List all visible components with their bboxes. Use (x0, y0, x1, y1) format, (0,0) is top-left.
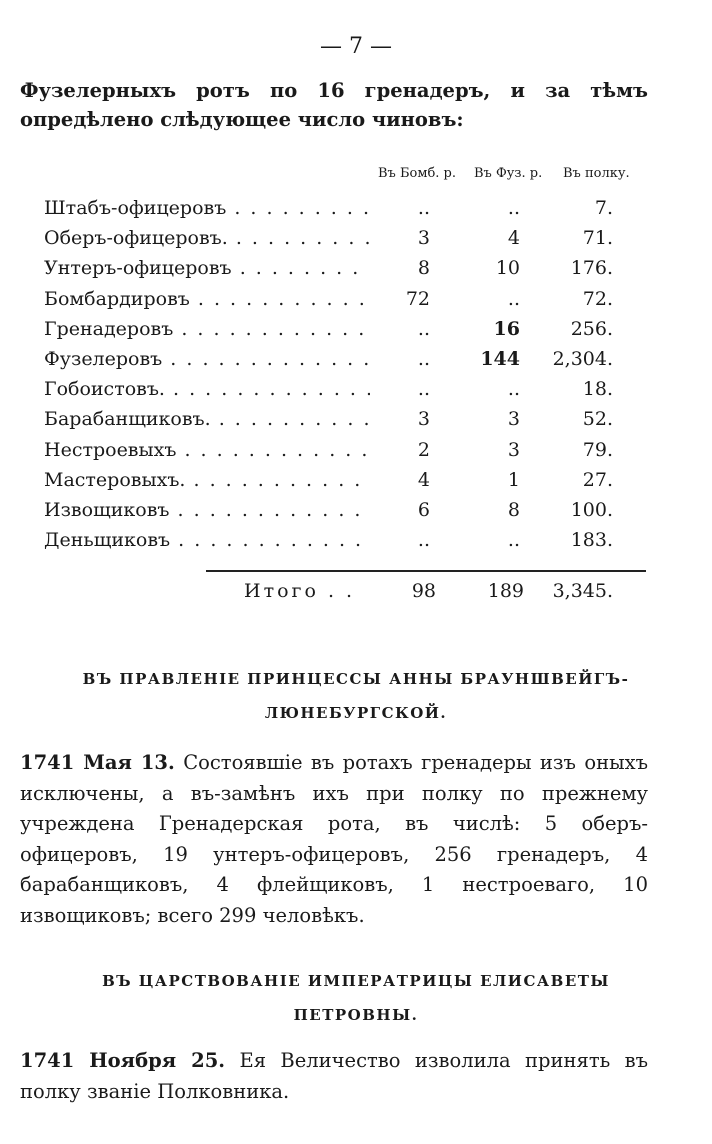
entry-1741-may-13 (20, 748, 648, 931)
row-bombardier-value: 2 (417, 438, 430, 461)
table-row (0, 378, 712, 408)
heading-line: ВЪ ПРАВЛЕНІЕ ПРИНЦЕССЫ АННЫ БРАУНШВЕЙГЪ- (82, 670, 630, 688)
row-label: Деньщиковъ . . . (44, 529, 370, 551)
row-label: Барабанщиковъ. . . . (44, 408, 370, 430)
table-row (0, 288, 712, 318)
row-regiment-value: 100. (570, 498, 613, 521)
row-label: Извощиковъ . . . (44, 499, 370, 521)
row-regiment-value: 79. (582, 438, 613, 461)
row-bombardier-value: 6 (417, 498, 430, 521)
heading-line: ВЪ ЦАРСТВОВАНІЕ ИМПЕРАТРИЦЫ ЕЛИСАВЕТЫ (102, 972, 610, 990)
table-row (0, 499, 712, 529)
entry-date: 1741 Мая 13. (20, 751, 175, 774)
total-label: Итого . . (244, 580, 356, 602)
entry-date: 1741 Ноября 25. (20, 1049, 226, 1072)
row-regiment-value: 7. (594, 197, 613, 219)
row-label: Мастеровыхъ. . . . (44, 469, 370, 491)
table-row (0, 227, 712, 257)
section-heading-elizabeth (0, 964, 712, 1032)
row-fusilier-value: 1 (507, 468, 520, 491)
table-row (0, 469, 712, 499)
row-bombardier-value: 4 (417, 468, 430, 491)
row-label: Оберъ-офицеровъ. . . . (44, 227, 370, 249)
total-fusilier-value: 189 (487, 580, 524, 602)
row-fusilier-value: .. (507, 378, 520, 401)
row-bombardier-value: 3 (417, 227, 430, 250)
row-fusilier-value: 10 (495, 257, 520, 280)
row-regiment-value: 72. (582, 287, 613, 310)
row-label: Бомбардировъ . . . (44, 288, 370, 310)
total-row (0, 580, 712, 610)
row-regiment-value: 27. (582, 468, 613, 491)
header-bombardier-companies: Въ Бомб. р. (378, 166, 456, 181)
row-regiment-value: 18. (582, 378, 613, 401)
intro-paragraph: Фузелерныхъ ротъ по 16 гренадеръ, и за тѣмъ опредѣлено слѣдующее число чиновъ: (20, 79, 648, 131)
row-regiment-value: 183. (570, 529, 613, 552)
table-row (0, 197, 712, 227)
row-regiment-value: 2,304. (552, 347, 613, 370)
row-regiment-value: 176. (570, 257, 613, 280)
row-fusilier-value: 8 (507, 498, 520, 521)
row-label: Унтеръ-офицеровъ . . . (44, 257, 370, 279)
header-fusilier-companies: Въ Фуз. р. (474, 166, 543, 181)
section-heading-anna (0, 662, 712, 730)
total-divider (206, 570, 646, 572)
entry-1741-november-25 (20, 1046, 648, 1107)
row-fusilier-value: .. (507, 529, 520, 552)
total-regiment-value: 3,345. (552, 580, 613, 602)
row-bombardier-value: .. (417, 378, 430, 401)
row-label: Гренадеровъ . . . (44, 318, 370, 340)
table-row (0, 348, 712, 378)
row-bombardier-value: .. (417, 347, 430, 370)
row-bombardier-value: 72 (405, 287, 430, 310)
row-label: Нестроевыхъ . . . (44, 439, 370, 461)
heading-line: ПЕТРОВНЫ. (293, 1006, 419, 1024)
row-fusilier-value: 3 (507, 408, 520, 431)
table-row (0, 257, 712, 287)
entry-text: Ея Величество изволила принять въ полку званіе Полковника. (20, 1049, 649, 1103)
table-row (0, 408, 712, 438)
row-regiment-value: 256. (570, 317, 613, 340)
row-label: Штабъ-офицеровъ . . . (44, 197, 370, 219)
total-bombardier-value: 98 (411, 580, 436, 602)
table-column-headers (0, 166, 712, 186)
row-fusilier-value: .. (507, 287, 520, 310)
row-fusilier-value: .. (507, 197, 520, 219)
header-in-regiment: Въ полку. (563, 166, 630, 181)
row-label: Фузелеровъ . . . (44, 348, 370, 370)
row-regiment-value: 71. (582, 227, 613, 250)
row-bombardier-value: 8 (417, 257, 430, 280)
ranks-table (0, 197, 712, 559)
row-bombardier-value: .. (417, 529, 430, 552)
row-fusilier-value: 16 (493, 317, 520, 340)
row-bombardier-value: 3 (417, 408, 430, 431)
page-number: — 7 — (320, 34, 392, 59)
row-regiment-value: 52. (582, 408, 613, 431)
row-fusilier-value: 144 (480, 347, 520, 370)
row-bombardier-value: .. (417, 197, 430, 219)
row-bombardier-value: .. (417, 317, 430, 340)
table-row (0, 318, 712, 348)
table-row (0, 529, 712, 559)
row-fusilier-value: 4 (507, 227, 520, 250)
table-row (0, 439, 712, 469)
row-fusilier-value: 3 (507, 438, 520, 461)
heading-line: ЛЮНЕБУРГСКОЙ. (264, 704, 448, 722)
entry-text: Состоявшіе въ ротахъ гренадеры изъ оныхъ исключены, а въ-замѣнъ ихъ при полку по прежнему учреждена Гренадерская рота, въ числѣ: 5 оберъ-офицеровъ, 19 унтеръ-офицеровъ, 256 гренадеръ, 4 барабанщиковъ, 4 флейщиковъ, 1 нестроеваго, 10 извощиковъ; всего 299 человѣкъ. (20, 751, 649, 927)
row-label: Гобоистовъ. . . . (44, 378, 370, 400)
